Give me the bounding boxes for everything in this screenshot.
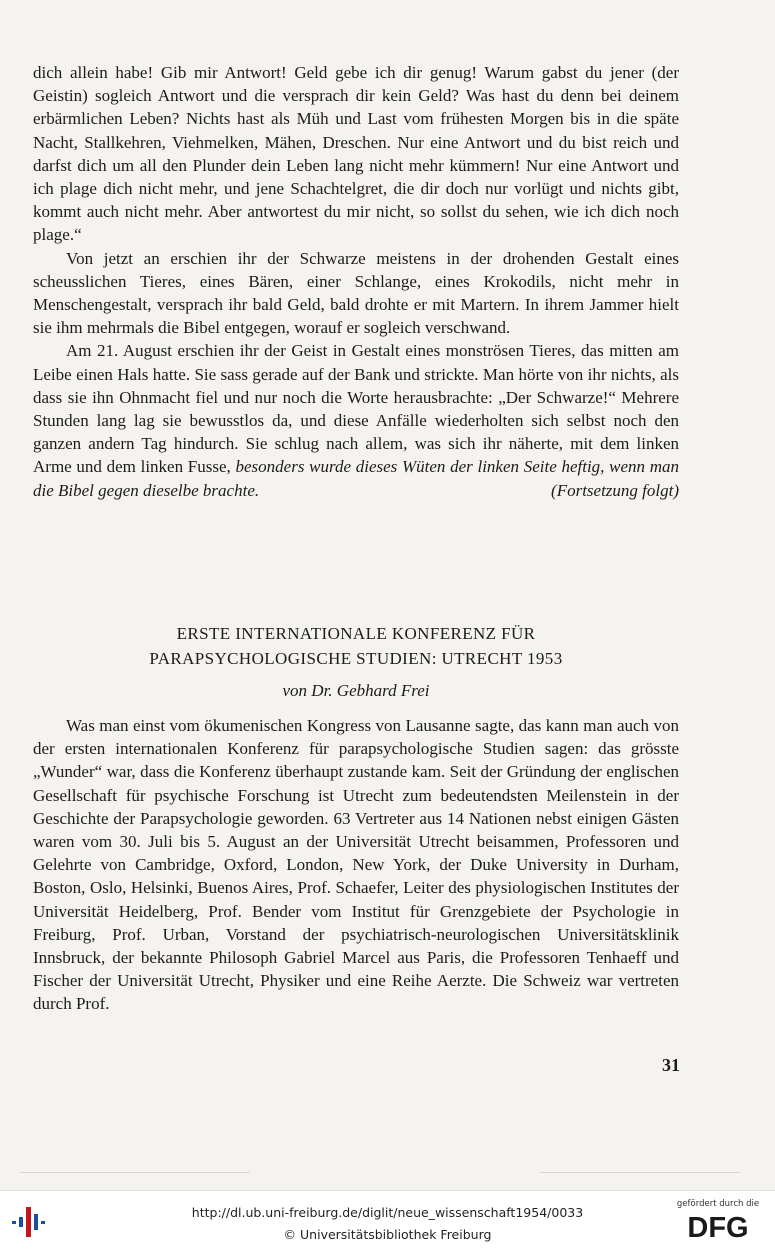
continued-note: (Fortsetzung folgt) <box>551 480 679 500</box>
document-url-link[interactable]: http://dl.ub.uni-freiburg.de/diglit/neue_wissenschaft1954/0033 <box>191 1205 584 1220</box>
dfg-logo-icon[interactable] <box>675 1211 761 1241</box>
italic-text: besonders wurde dieses Wüten der linken Seite heftig, wenn man die Bibel gegen dieselbe brachte. <box>33 457 680 500</box>
dfg-logo-text: DFG <box>687 1212 749 1241</box>
paragraph: Was man einst vom ökumenischen Kongress von Lausanne sagte, das kann man auch von der ersten internationalen Konferenz für parapsychologische Studien sagen: das grösste „Wunder“ war, dass die Konferenz überhaupt zustande kam. Seit der Gründung der englischen Gesellschaft für psychische Forschung ist Utrecht zum bedeutendsten Meilenstein in der Geschichte der Parapsychologie geworden. 63 Vertreter aus 14 Nationen nebst einigen Gästen waren vom 30. Juli bis 5. August an der Universität Utrecht beisammen, Professoren und Gelehrte von Cambridge, Oxford, London, New York, der Duke University in Durham, Boston, Oslo, Helsinki, Buenos Aires, Prof. Schaefer, Leiter des physiologischen Institutes der Universität Heidelberg, Prof. Bender vom Institut für Grenzgebiete der Psychologie in Freiburg, Prof. Urban, Vorstand der psychiatrisch-neurologischen Universitätsklinik Innsbruck, der bekannte Philosoph Gabriel Marcel aus Paris, die Professoren Tenhaeff und Fischer der Universität Utrecht, Physiker und eine Reihe Aerzte. Die Schweiz war vertreten durch Prof. <box>33 716 679 1014</box>
scan-rule <box>20 1172 250 1173</box>
paragraph: dich allein habe! Gib mir Antwort! Geld gebe ich dir genug! Warum gabst du jener (der Geistin) sogleich Antwort und die versprach dir kein Geld? Was hast du denn bei deinem erbärmlichen Leben? Nichts hast als Müh und Last vom frühesten Morgen bis in die späte Nacht, Stallkehren, Viehmelken, Mähen, Dreschen. Nur eine Antwort und du bist reich und darfst dich um all den Plunder dein Leben lang nicht mehr kümmern! Nur eine Antwort und ich plage dich nicht mehr, und jene Schachtelgret, die dir doch nur vorlügt und nichts gibt, kommt auch nicht mehr. Aber antwortest du mir nicht, so sollst du sehen, wie ich dich noch plage.“ <box>33 63 679 245</box>
article-author: von Dr. Gebhard Frei <box>282 681 430 700</box>
article-body <box>33 714 679 1016</box>
viewer-footer <box>0 1190 775 1250</box>
page-number: 31 <box>662 1055 680 1075</box>
article-continuation <box>33 61 679 502</box>
paragraph: Von jetzt an erschien ihr der Schwarze meistens in der drohenden Gestalt eines scheusslichen Tieres, eines Bären, einer Schlange, eines Krokodils, nicht mehr in Menschengestalt, versprach ihr bald Geld, bald drohte er mit Martern. In ihrem Jammer hielt sie ihm mehrmals die Bibel entgegen, worauf er sogleich verschwand. <box>33 248 679 338</box>
scan-rule <box>540 1172 740 1173</box>
funding-note: gefördert durch die <box>676 1199 760 1209</box>
paragraph <box>33 339 679 501</box>
article-title-line-2: PARAPSYCHOLOGISCHE STUDIEN: UTRECHT 1953 <box>149 649 563 668</box>
article-title-line-1: ERSTE INTERNATIONALE KONFERENZ FÜR <box>176 624 536 643</box>
paragraph-text: Am 21. August erschien ihr der Geist in Gestalt eines monströsen Tieres, das mitten am Leibe einen Hals hatte. Sie sass gerade auf der Bank und strickte. Man hörte von ihr nichts, als dass sie ihn Ohnmacht fiel und nur noch die Worte herausbrachte: „Der Schwarze!“ Mehrere Stunden lang lag sie bewusstlos da, und diese Anfälle wiederholten sich selbst noch den ganzen andern Tag hindurch. Sie schlug nach allem, was sich ihr näherte, mit dem linken Arme und dem linken Fusse, <box>33 341 679 477</box>
copyright-notice: © Universitätsbibliothek Freiburg <box>283 1227 492 1242</box>
